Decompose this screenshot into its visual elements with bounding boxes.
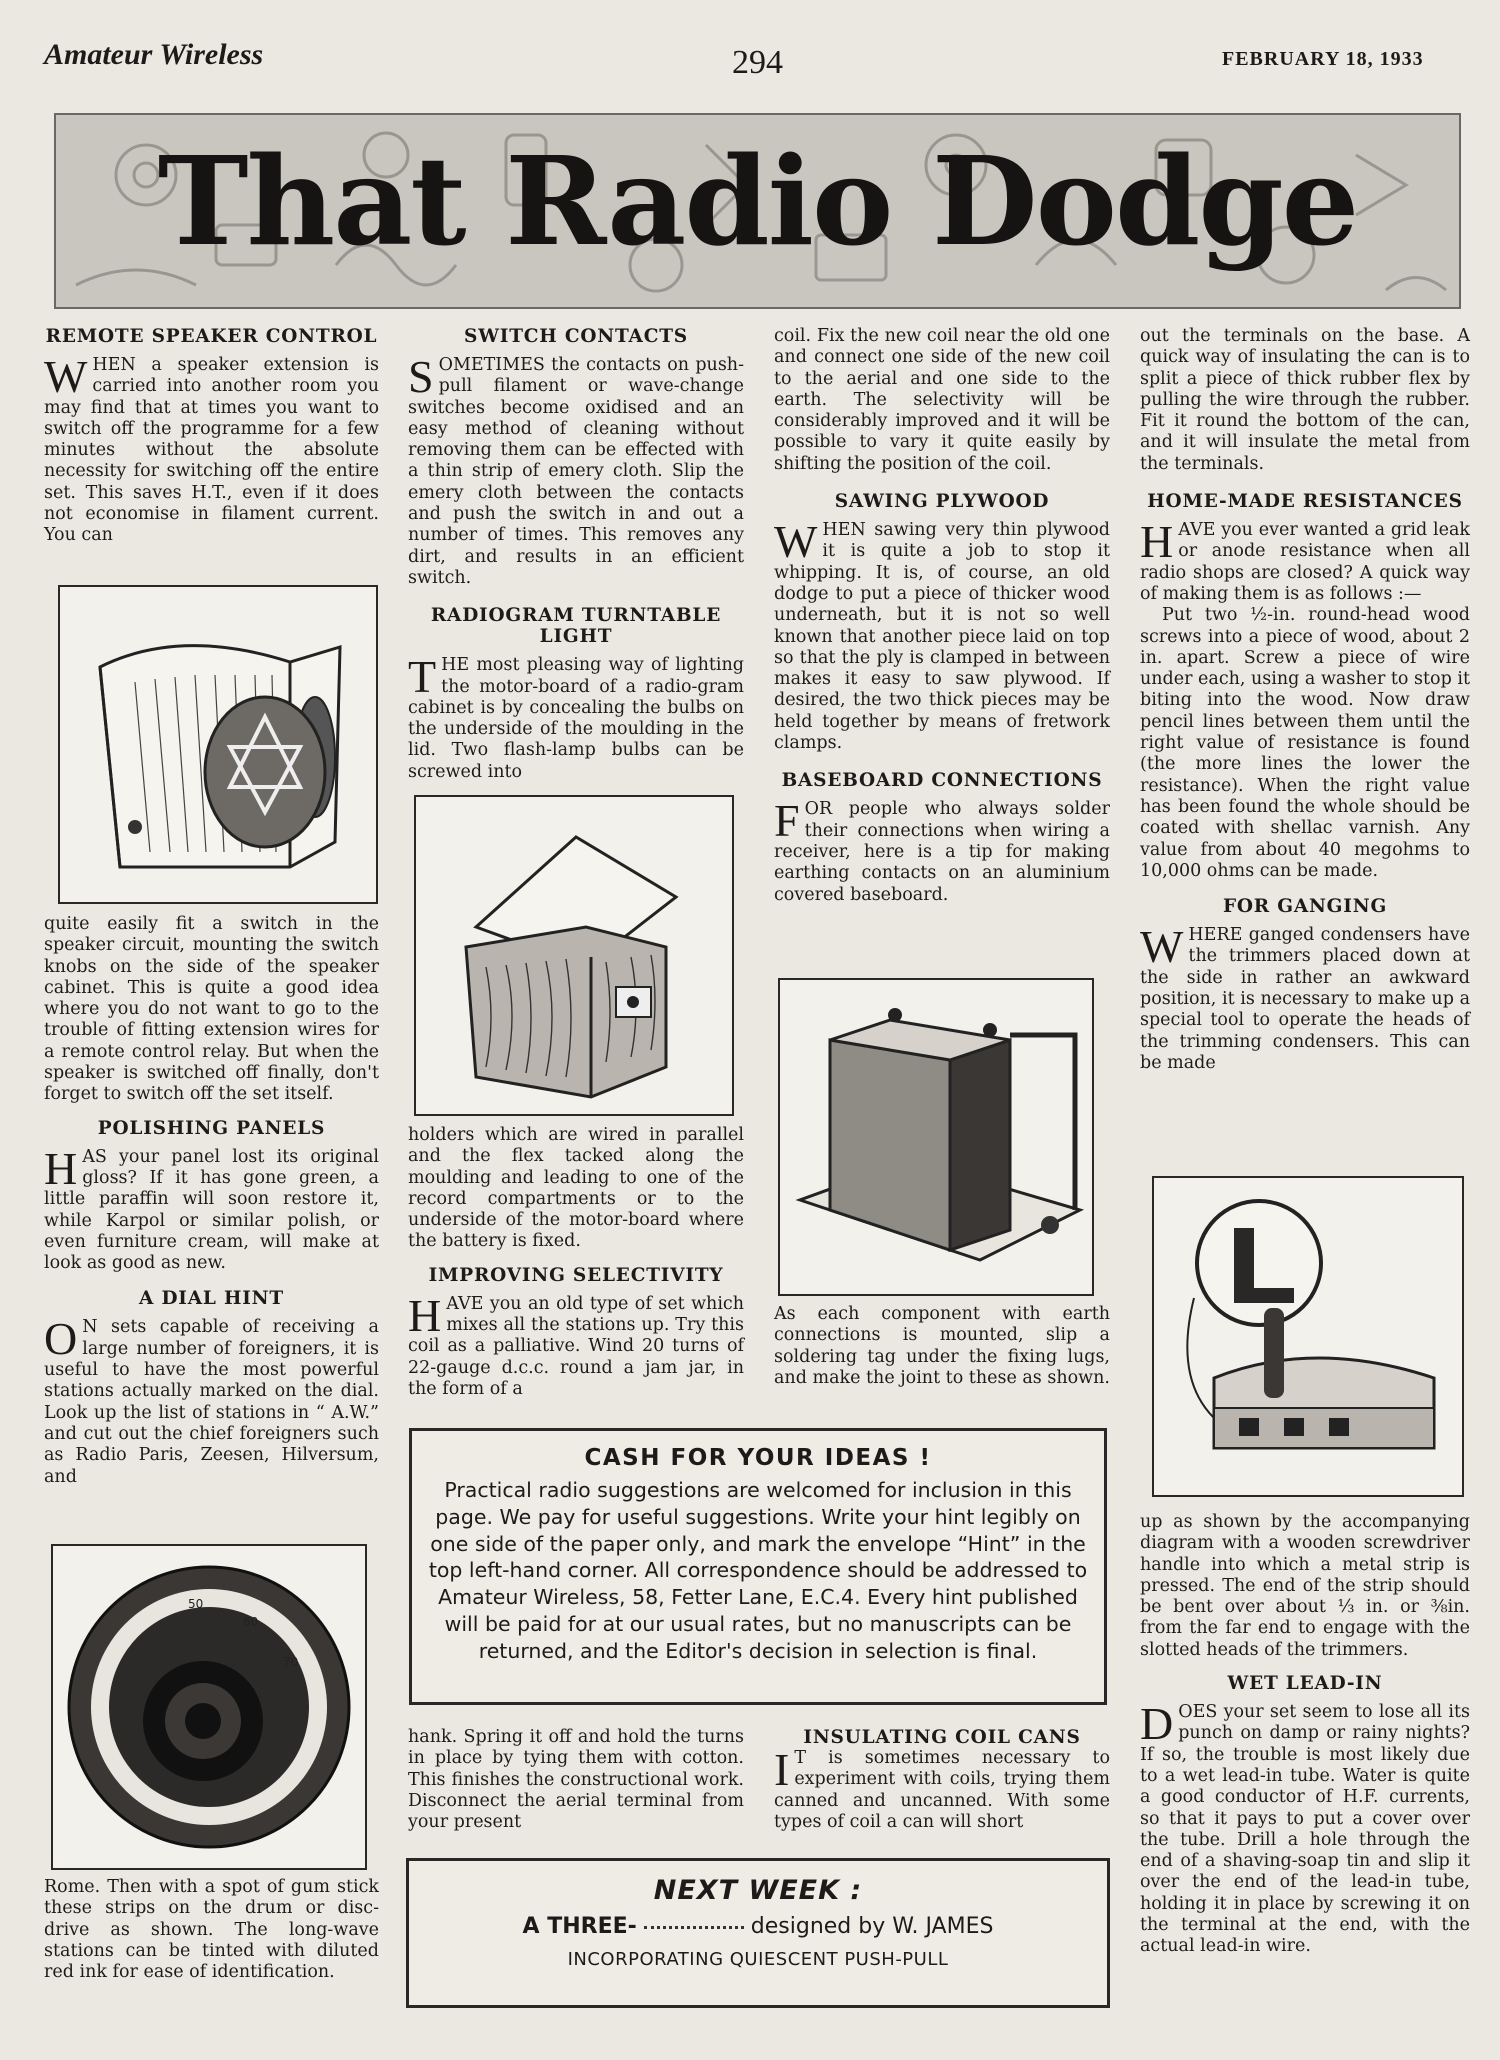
title-banner <box>54 113 1461 309</box>
column-4-bottom <box>1140 1512 1470 1958</box>
speaker-cabinet-illustration <box>58 585 378 904</box>
banner-title: That Radio Dodge <box>157 129 1358 273</box>
magazine-logo: Amateur Wireless <box>44 38 264 71</box>
heading-polishing-panels: POLISHING PANELS <box>97 1117 326 1139</box>
article-text: holders which are wired in parallel and the flex tacked along the moulding and leading to one of the record compartments or to the underside of the motor-board where the battery is fixed. <box>408 1125 744 1252</box>
drop-cap: H <box>1140 516 1174 568</box>
cash-box-title: CASH FOR YOUR IDEAS ! <box>584 1445 932 1471</box>
heading-wet-lead-in: WET LEAD-IN <box>1227 1673 1383 1695</box>
dial-scale-label: 50 <box>188 1597 204 1611</box>
column-2-middle <box>408 1125 744 1400</box>
article-text: As each component with earth connections is mounted, slip a soldering tag under the fixing lugs, and make the joint to these as shown. <box>774 1304 1110 1388</box>
heading-insulating-coil-cans: INSULATING COIL CANS <box>803 1727 1081 1748</box>
heading-baseboard-connections: BASEBOARD CONNECTIONS <box>781 770 1103 792</box>
article-text: OR people who always solder their connections when wiring a receiver, here is a tip for making earthing contacts on an aluminium covered baseboard. <box>774 799 1110 905</box>
article-text: AVE you ever wanted a grid leak or anode resistance when all radio shops are closed? A quick way of making them is as follows :— <box>1140 520 1470 604</box>
dial-scale-label: 60 <box>243 1615 259 1629</box>
next-week-box <box>406 1858 1110 2008</box>
article-text: HEN a speaker extension is carried into another room you may find that at times you want to switch off the programme for a few minutes without the absolute necessity for switching off the entire set. This saves H.T., even if it does not economise in filament current. You can <box>44 355 379 546</box>
drop-cap: D <box>1140 1698 1174 1750</box>
drop-cap: W <box>1140 921 1184 973</box>
next-week-line <box>409 1914 1107 1939</box>
article-text: HERE ganged condensers have the trimmers placed down at the side in rather an awkward position, it is necessary to make up a special tool to operate the heads of the trimming condensers. This can be made <box>1140 925 1470 1073</box>
article-text: hank. Spring it off and hold the turns in place by tying them with cotton. This finishes the constructional work. Disconnect the aerial terminal from your present <box>408 1727 744 1833</box>
next-week-designer: designed by W. JAMES <box>750 1914 994 1939</box>
article-text: AVE you an old type of set which mixes all the stations up. Try this coil as a palliative. Wind 20 turns of 22-gauge d.c.c. round a jam jar, in the form of a <box>408 1293 744 1399</box>
article-text: out the terminals on the base. A quick way of insulating the can is to split a piece of thick rubber flex by pulling the wire through the rubber. Fit it round the bottom of the can, and it will insulate the metal from the terminals. <box>1140 326 1470 474</box>
article-text: Rome. Then with a spot of gum stick these strips on the drum or disc-drive as shown. The long-wave stations can be tinted with diluted red ink for ease of identification. <box>44 1877 379 1983</box>
drop-cap: W <box>44 351 88 402</box>
page-number: 294 <box>732 44 783 81</box>
next-week-prefix: A THREE- <box>522 1914 637 1939</box>
next-week-censored-mark <box>644 1926 744 1929</box>
heading-remote-speaker: REMOTE SPEAKER CONTROL <box>45 326 378 347</box>
article-text: HEN sawing very thin plywood it is quite a job to stop it whipping. It is, of course, an old dodge to put a piece of thicker wood underneath, but it is not so well known that another piece laid on top so that the ply is clamped in between makes it easy to saw plywood. If desired, the two thick pieces may be held together by means of fretwork clamps. <box>774 520 1110 754</box>
radiogram-cabinet-illustration <box>414 795 734 1116</box>
column-1-top <box>44 326 379 547</box>
article-text: HE most pleasing way of lighting the motor-board of a radio-gram cabinet is by concealing the bulbs on the underside of the moulding in the lid. Two flash-lamp bulbs can be screwed into <box>408 655 744 782</box>
baseboard-bracket-illustration <box>778 978 1094 1296</box>
cash-for-ideas-box <box>409 1428 1107 1705</box>
column-1-middle <box>44 914 379 1488</box>
heading-radiogram-light: RADIOGRAM TURNTABLE LIGHT <box>430 605 722 648</box>
article-text: OES your set seem to lose all its punch on damp or rainy nights? If so, the trouble is most likely due to a wet lead-in tube. Water is quite a good conductor of H.F. currents, so that it pays to put a cover over the tube. Drill a hole through the end of a shaving-soap tin and slip it over the end of the lead-in tube, holding it in place by screwing it on the terminal at the end, with the actual lead-in wire. <box>1140 1702 1470 1957</box>
column-2-bottom <box>408 1727 744 1833</box>
drop-cap: I <box>774 1744 790 1795</box>
drop-cap: F <box>774 795 800 847</box>
heading-for-ganging: FOR GANGING <box>1222 896 1388 918</box>
heading-improving-selectivity: IMPROVING SELECTIVITY <box>428 1264 724 1286</box>
heading-sawing-plywood: SAWING PLYWOOD <box>834 491 1050 513</box>
next-week-title: NEXT WEEK : <box>653 1875 863 1906</box>
heading-home-made-resistances: HOME-MADE RESISTANCES <box>1147 491 1463 513</box>
article-text: AS your panel lost its original gloss? If it has gone green, a little paraffin will soon restore it, while Karpol or similar polish, or even furniture cream, will make at look as good as new. <box>44 1146 379 1274</box>
dial-scale-label: 70 <box>283 1655 299 1669</box>
issue-date: FEBRUARY 18, 1933 <box>1222 48 1424 70</box>
article-text: up as shown by the accompanying diagram with a wooden screwdriver handle into which a metal strip is pressed. The end of the strip should be bent over about ⅓ in. or ⅜in. from the far end to engage with the slotted heads of the trimmers. <box>1140 1512 1470 1660</box>
article-text: Put two ½-in. round-head wood screws into a piece of wood, about 2 in. apart. Screw a piece of wire under each, using a washer to stop it biting into the wood. Now draw pencil lines between them until the right value of resistance is found (the more lines the lower the resistance). When the right value has been found the whole should be coated with shellac varnish. Any value from about 40 megohms to 10,000 ohms can be made. <box>1140 605 1470 881</box>
cash-box-body: Practical radio suggestions are welcomed for inclusion in this page. We pay for useful suggestions. Write your hint legibly on one side of the paper only, and mark the envelope “Hint” in the top left-hand corner. All correspondence should be addressed to Amateur Wireless, 58, Fetter Lane, E.C.4. Every hint published will be paid for at our usual rates, but no manuscripts can be returned, and the Editor's decision in selection is final. <box>428 1478 1088 1663</box>
next-week-subtitle: INCORPORATING QUIESCENT PUSH-PULL <box>567 1949 949 1970</box>
heading-switch-contacts: SWITCH CONTACTS <box>464 326 688 347</box>
column-3-bottom <box>774 1727 1110 1833</box>
article-text: quite easily fit a switch in the speaker circuit, mounting the switch knobs on the side of the speaker cabinet. This is quite a good idea where you do not want to go to the trouble of fitting extension wires for a remote control relay. But when the speaker is switched off finally, don't forget to switch off the set itself. <box>44 914 379 1105</box>
heading-dial-hint: A DIAL HINT <box>139 1288 284 1310</box>
trimming-tool-illustration <box>1152 1176 1464 1497</box>
drop-cap: S <box>408 351 434 402</box>
column-4-top <box>1140 326 1470 1074</box>
column-3-middle <box>774 1304 1110 1389</box>
column-2-top <box>408 326 744 783</box>
dial-drum-illustration <box>51 1544 367 1870</box>
article-text: OMETIMES the contacts on push-pull filament or wave-change switches become oxidised and an easy method of cleaning without removing them can be effected with a thin strip of emery cloth. Slip the emery cloth between the contacts and push the switch in and out a number of times. This removes any dirt, and results in an efficient switch. <box>408 355 744 588</box>
drop-cap: H <box>44 1142 78 1194</box>
drop-cap: W <box>774 516 818 568</box>
drop-cap: O <box>44 1313 78 1365</box>
drop-cap: T <box>408 651 437 703</box>
article-text: N sets capable of receiving a large number of foreigners, it is useful to have the most powerful stations actually marked on the dial. Look up the list of stations in “ A.W.” and cut out the chief foreigners such as Radio Paris, Zeesen, Hilversum, and <box>44 1317 379 1487</box>
article-text: coil. Fix the new coil near the old one and connect one side of the new coil to the aerial and one side to the earth. The selectivity will be considerably improved and it will be possible to vary it quite easily by shifting the position of the coil. <box>774 326 1110 474</box>
article-text: T is sometimes necessary to experiment with coils, trying them canned and uncanned. With some types of coil a can will short <box>774 1748 1110 1832</box>
column-1-bottom <box>44 1877 379 1983</box>
drop-cap: H <box>408 1289 442 1341</box>
column-3-top <box>774 326 1110 906</box>
